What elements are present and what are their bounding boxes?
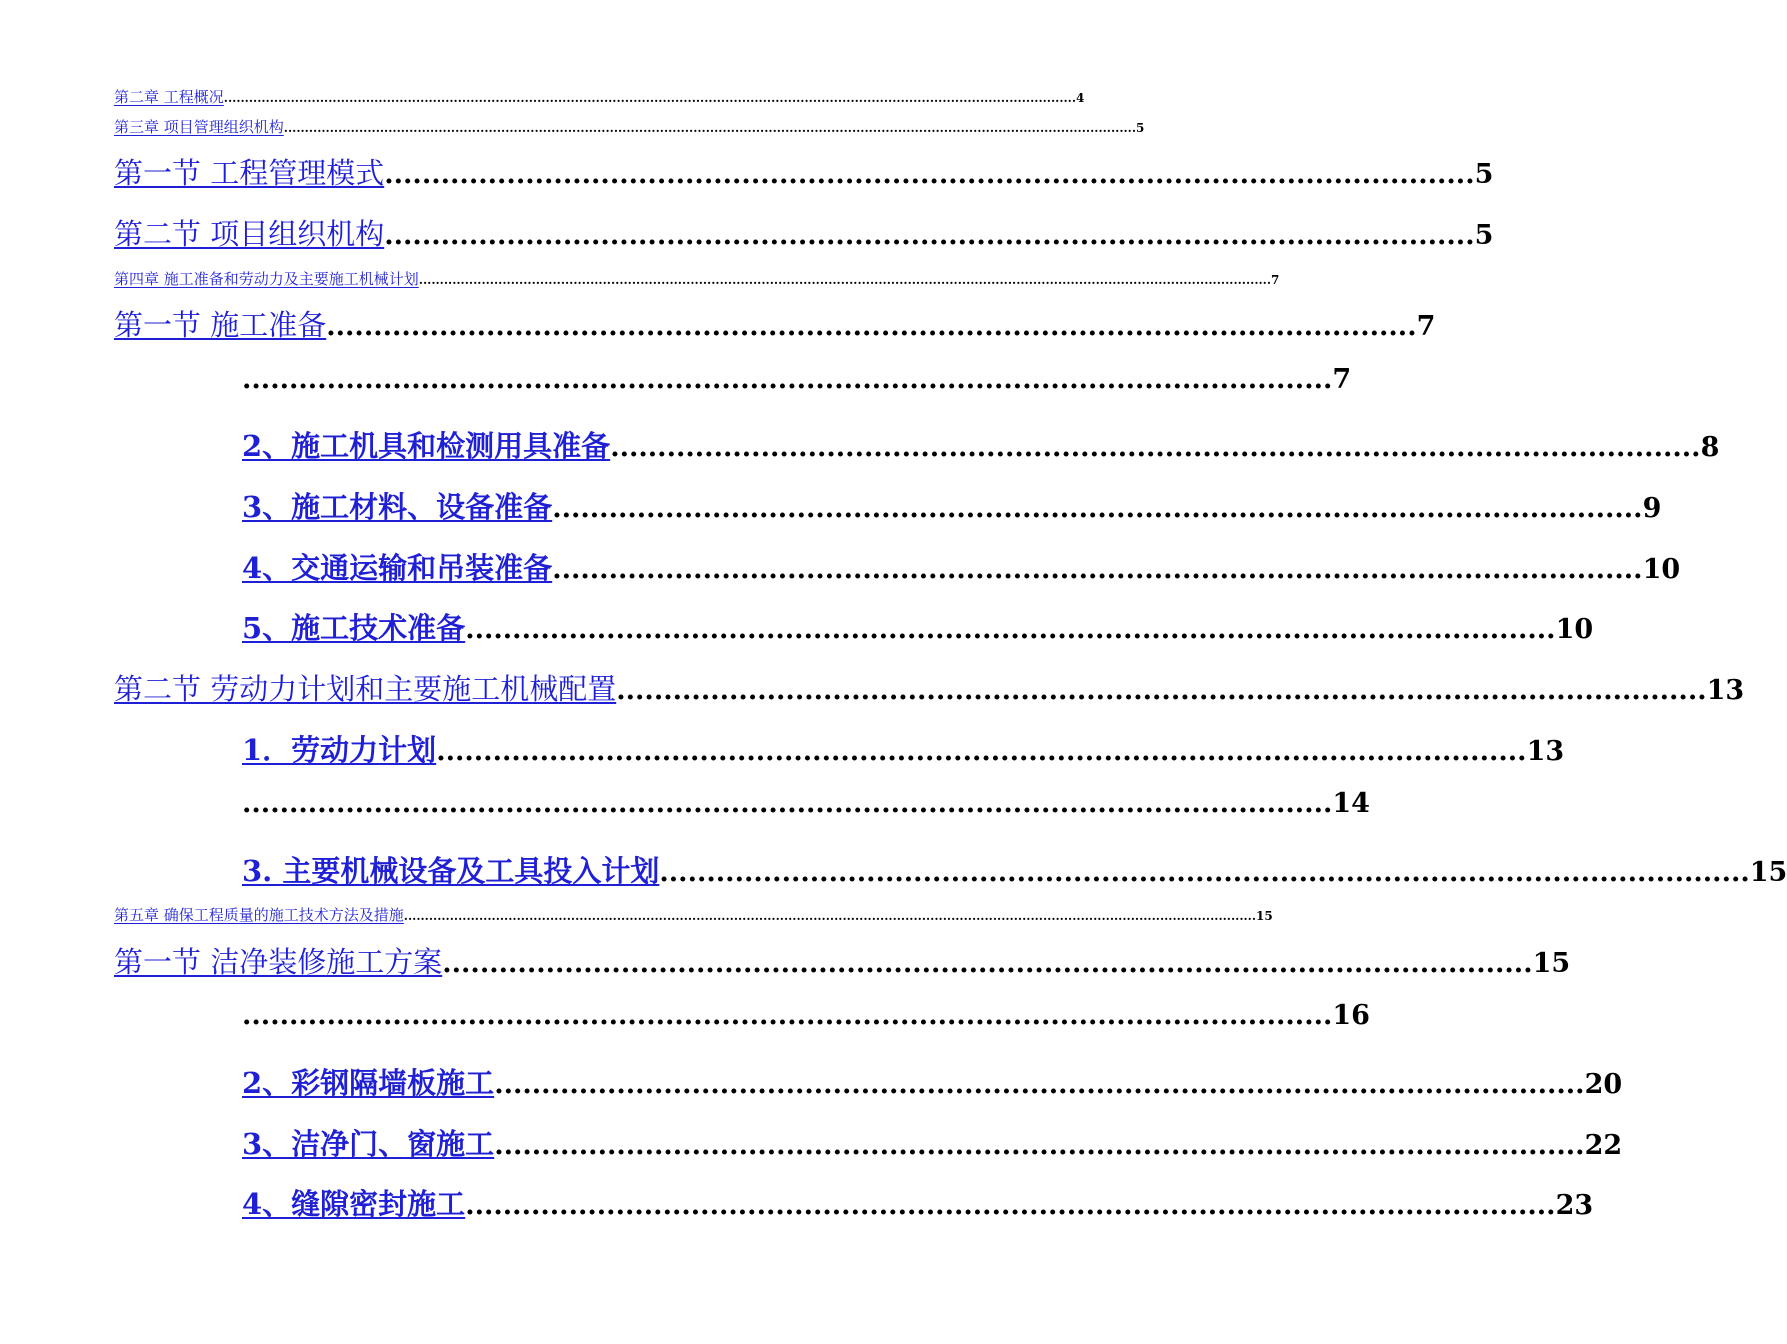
- leader-dots: ....................................................................................................................: [465, 1190, 1556, 1221]
- leader-dots: ............................................................................................................................................................................................................: [223, 91, 1077, 105]
- leader-dots: ............................................................................................................................................................................................................: [283, 121, 1137, 135]
- toc-link[interactable]: 3、施工材料、设备准备: [242, 490, 553, 524]
- toc-line[interactable]: [114, 151, 1494, 193]
- toc-line[interactable]: [114, 116, 1145, 138]
- page-number: 7: [1271, 273, 1280, 287]
- leader-dots: ....................................................................................................................: [384, 220, 1475, 251]
- toc-link[interactable]: 第一节 施工准备: [114, 308, 327, 342]
- toc-link[interactable]: 4、交通运输和吊装准备: [242, 551, 553, 585]
- page-number: 13: [1526, 736, 1565, 767]
- toc-line[interactable]: [114, 86, 1085, 108]
- toc-line[interactable]: [114, 904, 1273, 926]
- toc-link[interactable]: 第一节 工程管理模式: [114, 156, 385, 190]
- leader-dots: ....................................................................................................................: [442, 948, 1533, 979]
- leader-dots: ....................................................................................................................: [494, 1069, 1585, 1100]
- toc-line[interactable]: [242, 546, 1681, 588]
- page-number: 7: [1332, 364, 1352, 395]
- leader-dots: ....................................................................................................................: [610, 432, 1701, 463]
- toc-line[interactable]: [114, 303, 1436, 345]
- toc-link[interactable]: 4、缝隙密封施工: [242, 1187, 466, 1221]
- page-number: 8: [1700, 432, 1720, 463]
- toc-line[interactable]: [242, 606, 1594, 648]
- leader-dots: ....................................................................................................................: [494, 1130, 1585, 1161]
- toc-line[interactable]: [242, 1122, 1623, 1164]
- page-number: 7: [1416, 311, 1436, 342]
- leader-dots: ....................................................................................................................: [384, 159, 1475, 190]
- page-number: 23: [1555, 1190, 1594, 1221]
- toc-link[interactable]: 5、施工技术准备: [242, 611, 466, 645]
- toc-line[interactable]: [242, 1182, 1594, 1224]
- leader-dots: ....................................................................................................................: [242, 788, 1333, 819]
- toc-line[interactable]: [242, 728, 1565, 770]
- toc-link[interactable]: 第二节 劳动力计划和主要施工机械配置: [114, 672, 617, 706]
- toc-line[interactable]: [114, 268, 1280, 290]
- toc-link[interactable]: 2、彩钢隔墙板施工: [242, 1066, 495, 1100]
- leader-dots: ....................................................................................................................: [552, 554, 1643, 585]
- toc-link[interactable]: 第一节 洁净装修施工方案: [114, 945, 443, 979]
- toc-line[interactable]: [242, 1000, 1370, 1042]
- page-number: 15: [1749, 857, 1787, 888]
- page-number: 9: [1642, 493, 1662, 524]
- page-number: 20: [1584, 1069, 1623, 1100]
- leader-dots: ....................................................................................................................: [242, 364, 1333, 395]
- page-number: 13: [1706, 675, 1745, 706]
- page-number: 10: [1642, 554, 1681, 585]
- toc-link[interactable]: 2、施工机具和检测用具准备: [242, 429, 611, 463]
- toc-line[interactable]: [242, 364, 1352, 406]
- toc-link[interactable]: 第三章 项目管理组织机构: [114, 118, 284, 136]
- toc-link[interactable]: 第二章 工程概况: [114, 88, 224, 106]
- leader-dots: ............................................................................................................................................................................................................: [403, 909, 1257, 923]
- page-number: 4: [1076, 91, 1085, 105]
- page-number: 5: [1136, 121, 1145, 135]
- page-number: 15: [1532, 948, 1571, 979]
- toc-line[interactable]: [242, 788, 1370, 830]
- leader-dots: ....................................................................................................................: [659, 857, 1750, 888]
- toc-link[interactable]: 3. 主要机械设备及工具投入计划: [242, 854, 660, 888]
- page-number: 10: [1555, 614, 1594, 645]
- leader-dots: ............................................................................................................................................................................................................: [418, 273, 1272, 287]
- leader-dots: ....................................................................................................................: [552, 493, 1643, 524]
- toc-line[interactable]: [114, 212, 1494, 254]
- leader-dots: ....................................................................................................................: [242, 1000, 1333, 1031]
- page-number: 15: [1256, 909, 1273, 923]
- page-number: 16: [1332, 1000, 1370, 1031]
- toc-link[interactable]: 第五章 确保工程质量的施工技术方法及措施: [114, 906, 404, 924]
- leader-dots: ....................................................................................................................: [326, 311, 1417, 342]
- page-number: 5: [1474, 220, 1494, 251]
- toc-line[interactable]: [114, 940, 1571, 982]
- page-number: 22: [1584, 1130, 1623, 1161]
- toc-line[interactable]: [242, 424, 1720, 466]
- toc-line[interactable]: [114, 667, 1745, 709]
- leader-dots: ....................................................................................................................: [436, 736, 1527, 767]
- page-number: 5: [1474, 159, 1494, 190]
- leader-dots: ....................................................................................................................: [465, 614, 1556, 645]
- toc-link[interactable]: 第二节 项目组织机构: [114, 217, 385, 251]
- toc-line[interactable]: [242, 1061, 1623, 1103]
- toc-link[interactable]: 1．劳动力计划: [242, 733, 437, 767]
- toc-link[interactable]: 第四章 施工准备和劳动力及主要施工机械计划: [114, 270, 419, 288]
- page-number: 14: [1332, 788, 1370, 819]
- leader-dots: ....................................................................................................................: [616, 675, 1707, 706]
- toc-line[interactable]: [242, 485, 1662, 527]
- toc-line[interactable]: [242, 849, 1787, 891]
- toc-link[interactable]: 3、洁净门、窗施工: [242, 1127, 495, 1161]
